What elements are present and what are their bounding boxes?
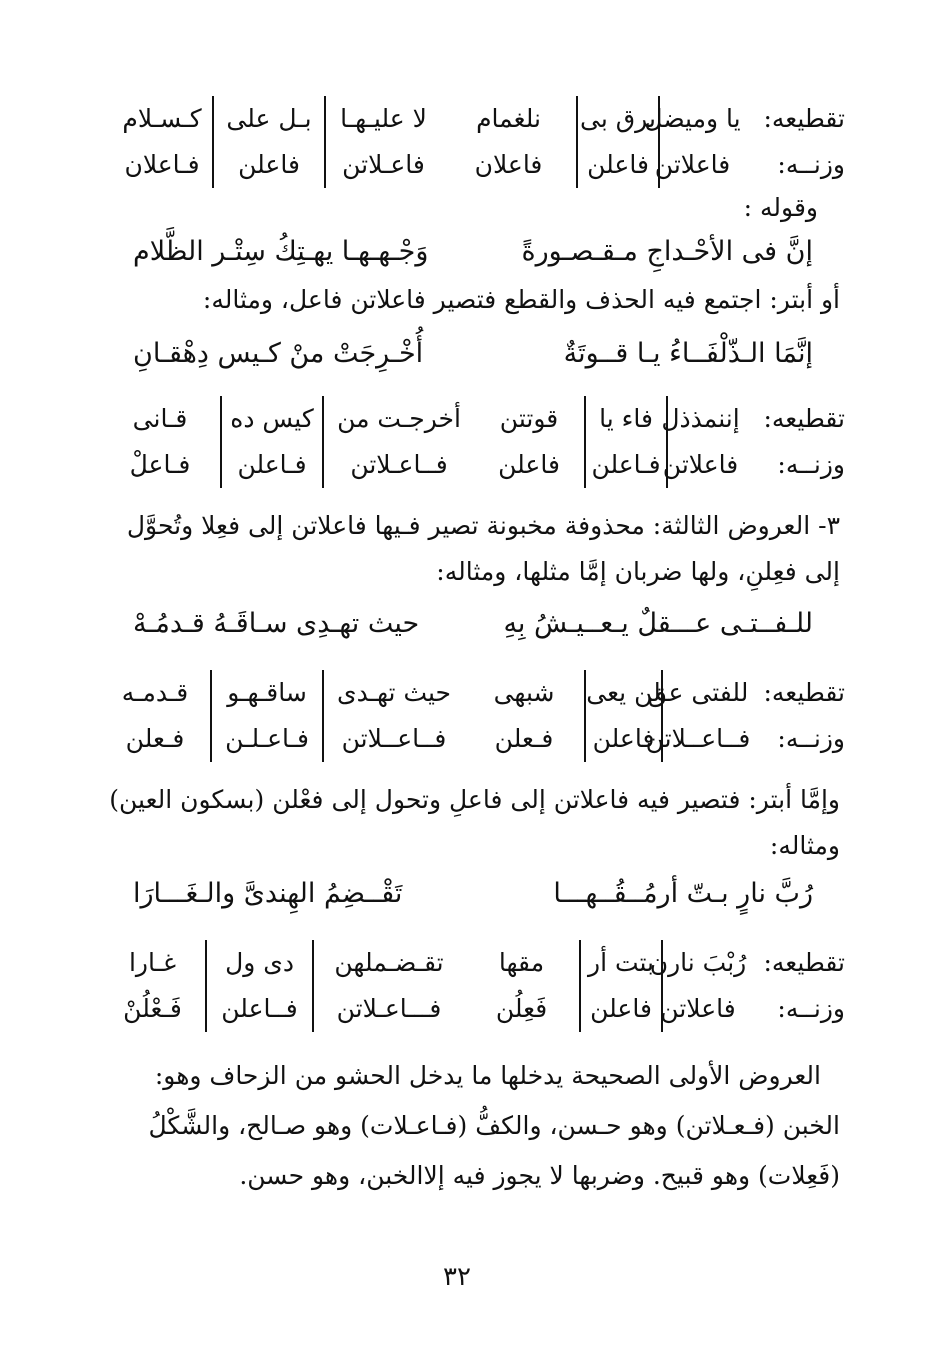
meter-label: وزنــه: [777, 724, 845, 753]
text-line: وقوله : [743, 193, 818, 222]
text-line: ٣- العروض الثالثة: محذوفة مخبونة تصير فـيها فاعلاتن إلى فعِلا وتُحوَّل [126, 511, 840, 540]
table-column: فاء يا فـاعلن [584, 396, 666, 488]
scansion-label: تقطيعه: [763, 404, 845, 433]
scansion-label: تقطيعه: [763, 104, 845, 133]
table-labels [725, 96, 845, 188]
meter-label: وزنــه: [777, 994, 845, 1023]
scansion-table-4 [100, 940, 845, 1032]
table-column: مقها فَعِلُن [495, 948, 548, 1023]
table-column: قـانى فـاعلْ [129, 404, 191, 479]
text-line: أو أبتر: اجتمع فيه الحذف والقطع فتصير فاعلاتن فاعل، ومثاله: [202, 285, 840, 314]
table-column: إننمذذل فاعلاتن [666, 396, 733, 488]
text-line: الخبن (فـعـلاتن) وهو حـسن، والكفُّ (فـاعـلات) وهو صـالح، والشَّكْلُ [148, 1111, 840, 1140]
table-column: بتت أر فاعلن [579, 940, 661, 1032]
verse-hemistich-first: للـفــتـى عـــقلٌ يـعــيـشُ بِهِ [503, 608, 813, 639]
table-column: أخرجـت من فــاعـلاتن [322, 396, 474, 488]
table-column: رُبْبَ نارن فاعلاتن [661, 940, 733, 1032]
scansion-table-3 [100, 670, 845, 762]
scansion-label: تقطيعه: [763, 948, 845, 977]
page-number: ٣٢ [443, 1262, 471, 1292]
scansion-table-1 [100, 96, 845, 188]
verse-hemistich-second: حيث تهـدِى سـاقَـهُ قـدمُـهْ [133, 608, 420, 639]
scansion-label: تقطيعه: [763, 678, 845, 707]
table-column: قـدمـه فـعلن [121, 678, 189, 753]
verse-hemistich-first: رُبَّ نارٍ بـتّ أرمُــقُــهـــا [553, 878, 813, 909]
table-column: نلغمام فاعلان [474, 104, 543, 179]
table-column: كـسـلام فـاعلان [122, 104, 202, 179]
verse-hemistich-first: إنَّمَا الـذّلْفَــاءُ يـا قــوتَةٌ [563, 338, 813, 369]
meter-label: وزنــه: [777, 450, 845, 479]
table-column: دى ول فــاعلن [205, 940, 312, 1032]
table-column: برق بى فاعلن [576, 96, 658, 188]
table-column: ساقـهـو فـاعـلـن [210, 670, 322, 762]
text-line: (فَعِلات) وهو قبيح. وضربها لا يجوز فيه إلاالخبن، وهو حسن. [239, 1161, 840, 1190]
table-column: شبهى فـعلن [493, 678, 555, 753]
meter-label: وزنــه: [777, 150, 845, 179]
table-column: يا وميضل فاعلاتن [658, 96, 725, 188]
table-column: غـارا فَـعْلُنْ [123, 948, 182, 1023]
table-labels [733, 396, 845, 488]
scansion-table-2 [100, 396, 845, 488]
verse-hemistich-second: تَقْــضِمُ الهِندىَّ والـغَـــارَا [133, 878, 403, 909]
text-line: العروض الأولى الصحيحة يدخلها ما يدخل الحشو من الزحاف وهو: [154, 1061, 821, 1090]
table-column: حيث تهـدى فــاعــلاتن [322, 670, 464, 762]
table-column: تقـضـملهن فـــاعـلاتن [312, 940, 464, 1032]
verse-hemistich-first: إنَّ فى الأحْـداجِ مـقـصـورةً [521, 236, 813, 267]
table-column: لا عليـهـا فاعـلاتن [324, 96, 441, 188]
verse-hemistich-second: أُخْـرِجَتْ منْ كـيس دِهْقـانِ [133, 338, 424, 369]
table-column: قوتتن فاعلن [498, 404, 560, 479]
text-line: إلى فعِلنِ، ولها ضربان إمَّا مثلها، ومثاله: [436, 557, 840, 586]
text-line: وإمَّا أبتر: فتصير فيه فاعلاتن إلى فاعلِ وتحول إلى فعْلن (بسكون العين) [109, 785, 840, 814]
table-labels [733, 940, 845, 1032]
table-column: بـل على فاعلن [212, 96, 324, 188]
table-column: كيس ده فـاعلن [220, 396, 322, 488]
verse-hemistich-second: وَجْـهـهـا يهـتِكُ سِتْـر الظَّلام [133, 236, 429, 267]
table-column: للفتى عق فــاعــلاتن [661, 670, 733, 762]
table-column: لن يعى فاعلن [584, 670, 661, 762]
text-line: ومثاله: [769, 831, 840, 860]
